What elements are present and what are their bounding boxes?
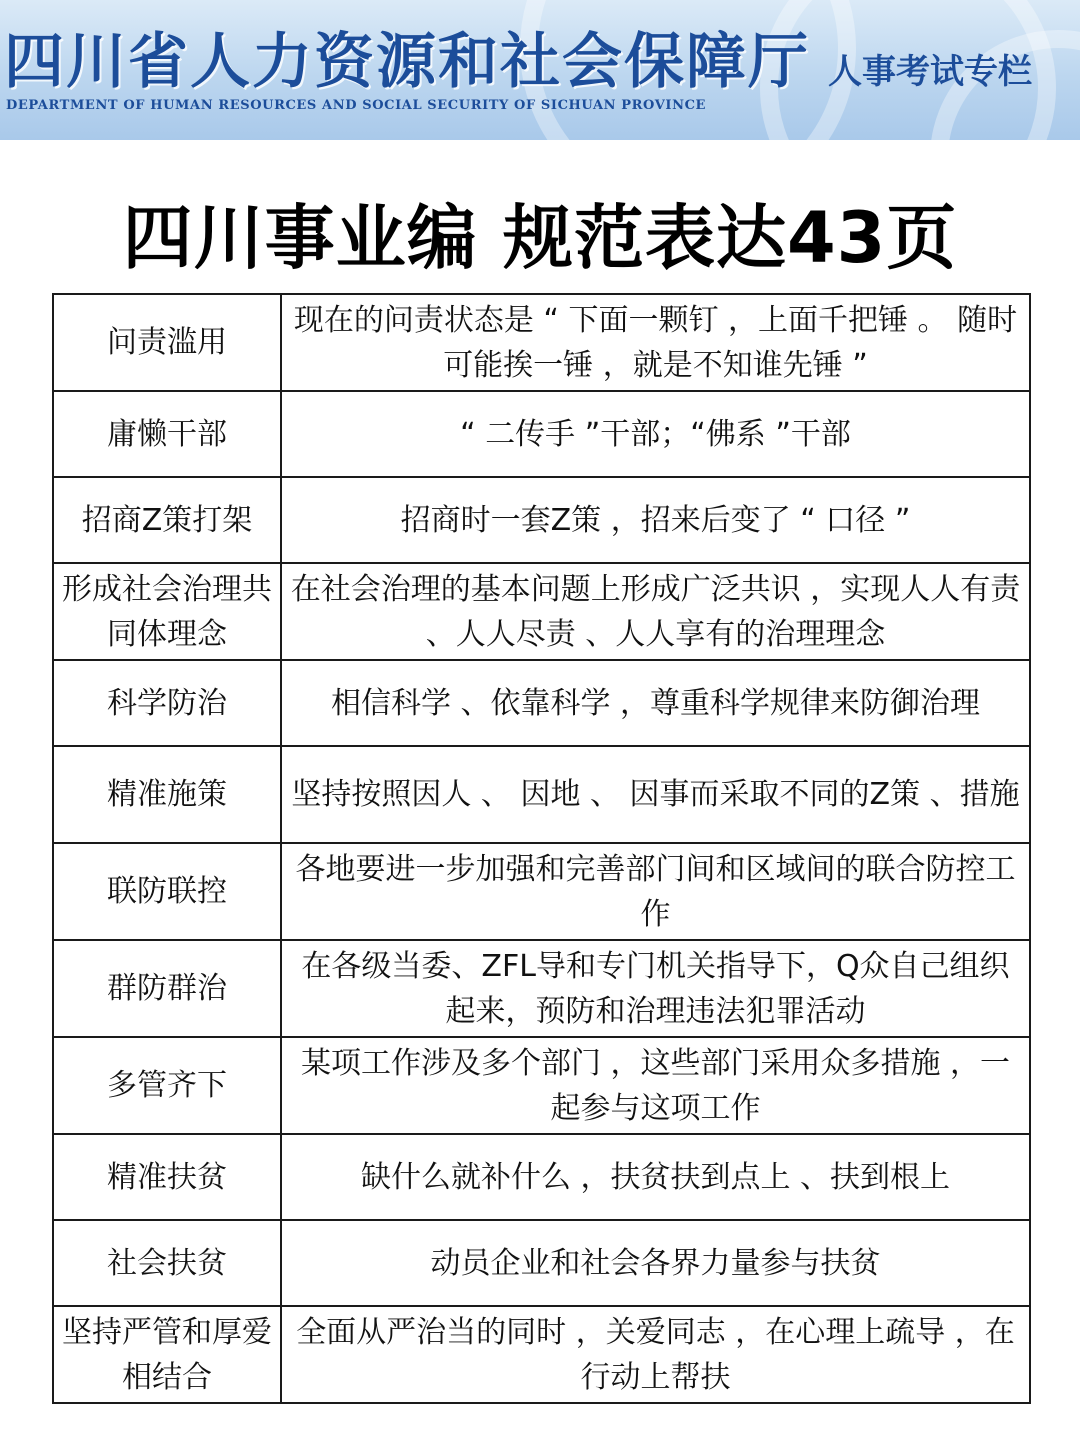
definition-cell: 在社会治理的基本问题上形成广泛共识 ，实现人人有责 、人人尽责 、人人享有的治理理念 — [281, 563, 1030, 660]
terms-table — [52, 293, 1031, 1404]
table-row — [53, 1306, 1030, 1403]
table-row — [53, 477, 1030, 563]
definition-cell: 各地要进一步加强和完善部门间和区域间的联合防控工作 — [281, 843, 1030, 940]
definition-cell: 现在的问责状态是 “ 下面一颗钉 ，上面千把锤 。 随时可能挨一锤 ，就是不知谁先锤 ” — [281, 294, 1030, 391]
term-cell: 群防群治 — [53, 940, 281, 1037]
term-cell: 精准扶贫 — [53, 1134, 281, 1220]
term-cell: 精准施策 — [53, 746, 281, 843]
term-cell: 坚持严管和厚爱相结合 — [53, 1306, 281, 1403]
table-row — [53, 1037, 1030, 1134]
table-row — [53, 746, 1030, 843]
definition-cell: 在各级当委、ZFL导和专门机关指导下，Q众自己组织起来，预防和治理违法犯罪活动 — [281, 940, 1030, 1037]
table-row — [53, 1220, 1030, 1306]
definition-cell: 招商时一套Z策 ，招来后变了 “ 口径 ” — [281, 477, 1030, 563]
definition-cell: 动员企业和社会各界力量参与扶贫 — [281, 1220, 1030, 1306]
table-row — [53, 843, 1030, 940]
table-row — [53, 940, 1030, 1037]
department-english-name: DEPARTMENT OF HUMAN RESOURCES AND SOCIAL SECURITY OF SICHUAN PROVINCE — [6, 98, 707, 113]
term-cell: 形成社会治理共同体理念 — [53, 563, 281, 660]
term-cell: 招商Z策打架 — [53, 477, 281, 563]
definition-cell: 缺什么就补什么 ，扶贫扶到点上 、扶到根上 — [281, 1134, 1030, 1220]
term-cell: 科学防治 — [53, 660, 281, 746]
term-cell: 联防联控 — [53, 843, 281, 940]
definition-cell: 坚持按照因人 、 因地 、 因事而采取不同的Z策 、措施 — [281, 746, 1030, 843]
definition-cell: 某项工作涉及多个部门 ，这些部门采用众多措施 ，一起参与这项工作 — [281, 1037, 1030, 1134]
term-cell: 问责滥用 — [53, 294, 281, 391]
definition-cell: 相信科学 、依靠科学 ，尊重科学规律来防御治理 — [281, 660, 1030, 746]
exam-column-label: 人事考试专栏 — [828, 52, 1032, 92]
table-row — [53, 660, 1030, 746]
table-row — [53, 563, 1030, 660]
page-title: 四川事业编 规范表达43页 — [122, 197, 958, 279]
definition-cell: “ 二传手 ”干部；“佛系 ”干部 — [281, 391, 1030, 477]
department-logo-title: 四川省人力资源和社会保障厅 — [4, 27, 810, 97]
terms-table-body — [53, 294, 1030, 1403]
term-cell: 多管齐下 — [53, 1037, 281, 1134]
table-row — [53, 294, 1030, 391]
term-cell: 庸懒干部 — [53, 391, 281, 477]
definition-cell: 全面从严治当的同时 ，关爱同志 ，在心理上疏导 ，在行动上帮扶 — [281, 1306, 1030, 1403]
header-banner — [0, 0, 1080, 140]
table-row — [53, 391, 1030, 477]
term-cell: 社会扶贫 — [53, 1220, 281, 1306]
table-row — [53, 1134, 1030, 1220]
